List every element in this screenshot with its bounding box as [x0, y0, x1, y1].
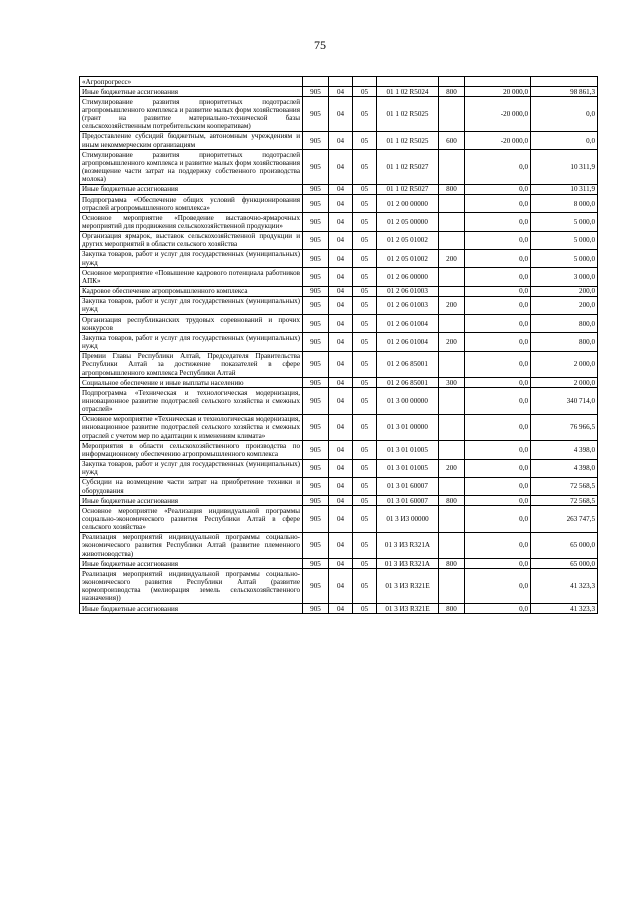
table-row	[80, 150, 598, 185]
row-total-amount: 41 323,3	[531, 569, 598, 604]
row-total-amount: 800,0	[531, 333, 598, 351]
row-change-amount: 20 000,0	[465, 87, 531, 97]
row-grbs-code: 905	[303, 333, 329, 351]
row-expense-type: 200	[439, 459, 465, 477]
row-section-code: 04	[329, 496, 353, 506]
row-target-article: 01 2 05 01002	[377, 231, 439, 249]
row-expense-type	[439, 286, 465, 296]
row-change-amount: -20 000,0	[465, 97, 531, 132]
row-subsection-code: 05	[353, 296, 377, 314]
row-target-article: 01 3 01 60007	[377, 496, 439, 506]
row-change-amount: 0,0	[465, 378, 531, 388]
row-expense-type	[439, 532, 465, 558]
row-expense-type	[439, 150, 465, 185]
row-total-amount: 5 000,0	[531, 213, 598, 231]
row-section-code: 04	[329, 532, 353, 558]
row-total-amount: 10 311,9	[531, 184, 598, 194]
row-subsection-code: 05	[353, 506, 377, 532]
row-total-amount: 5 000,0	[531, 231, 598, 249]
row-name: Стимулирование развития приоритетных подотраслей агропромышленного комплекса и развитие малых форм хозяйствования (грант на развитие материально-технической базы сельскохозяйственным потребительским кооперативам)	[80, 97, 303, 132]
row-subsection-code: 05	[353, 388, 377, 414]
row-subsection-code: 05	[353, 496, 377, 506]
row-grbs-code: 905	[303, 131, 329, 149]
row-grbs-code: 905	[303, 378, 329, 388]
row-subsection-code: 05	[353, 315, 377, 333]
row-target-article: 01 1 02 R5027	[377, 150, 439, 185]
row-expense-type: 200	[439, 333, 465, 351]
row-name: Социальное обеспечение и иные выплаты населению	[80, 378, 303, 388]
table-row	[80, 213, 598, 231]
row-name: Мероприятия в области сельскохозяйственного производства по информационному обеспечению агропромышленного комплекса	[80, 441, 303, 459]
row-section-code: 04	[329, 351, 353, 377]
row-total-amount: 41 323,3	[531, 604, 598, 614]
row-subsection-code: 05	[353, 268, 377, 286]
row-subsection-code: 05	[353, 569, 377, 604]
row-expense-type: 300	[439, 378, 465, 388]
table-body	[80, 77, 598, 614]
row-target-article: 01 3 00 00000	[377, 388, 439, 414]
table-row	[80, 414, 598, 440]
row-total-amount: 8 000,0	[531, 195, 598, 213]
row-target-article: 01 3 И3 R321Е	[377, 604, 439, 614]
row-grbs-code: 905	[303, 604, 329, 614]
table-row	[80, 315, 598, 333]
row-total-amount: 65 000,0	[531, 532, 598, 558]
row-total-amount: 98 861,3	[531, 87, 598, 97]
row-subsection-code: 05	[353, 414, 377, 440]
row-grbs-code: 905	[303, 477, 329, 495]
row-expense-type	[439, 414, 465, 440]
row-expense-type: 800	[439, 496, 465, 506]
row-grbs-code: 905	[303, 559, 329, 569]
row-section-code: 04	[329, 441, 353, 459]
row-total-amount: 2 000,0	[531, 378, 598, 388]
row-name: Иные бюджетные ассигнования	[80, 604, 303, 614]
row-grbs-code: 905	[303, 351, 329, 377]
row-subsection-code: 05	[353, 441, 377, 459]
row-grbs-code: 905	[303, 506, 329, 532]
row-change-amount: 0,0	[465, 249, 531, 267]
row-name: Реализация мероприятий индивидуальной программы социально-экономического развития Республики Алтай (развитие племенного животноводства)	[80, 532, 303, 558]
row-target-article: 01 2 06 01004	[377, 315, 439, 333]
row-section-code: 04	[329, 459, 353, 477]
row-subsection-code: 05	[353, 184, 377, 194]
row-total-amount: 2 000,0	[531, 351, 598, 377]
row-expense-type	[439, 268, 465, 286]
row-grbs-code: 905	[303, 213, 329, 231]
table-row	[80, 378, 598, 388]
row-expense-type	[439, 315, 465, 333]
row-expense-type: 800	[439, 87, 465, 97]
row-grbs-code: 905	[303, 268, 329, 286]
row-total-amount: 0,0	[531, 131, 598, 149]
row-section-code: 04	[329, 97, 353, 132]
row-section-code: 04	[329, 184, 353, 194]
row-change-amount: 0,0	[465, 231, 531, 249]
row-change-amount: 0,0	[465, 441, 531, 459]
row-name: Основное мероприятие «Повышение кадрового потенциала работников АПК»	[80, 268, 303, 286]
row-expense-type: 800	[439, 184, 465, 194]
row-grbs-code: 905	[303, 388, 329, 414]
row-change-amount: 0,0	[465, 414, 531, 440]
row-target-article: 01 2 00 00000	[377, 195, 439, 213]
row-change-amount: 0,0	[465, 268, 531, 286]
row-grbs-code: 905	[303, 569, 329, 604]
row-change-amount: 0,0	[465, 388, 531, 414]
row-subsection-code: 05	[353, 213, 377, 231]
row-name: Кадровое обеспечение агропромышленного комплекса	[80, 286, 303, 296]
row-name: Иные бюджетные ассигнования	[80, 184, 303, 194]
row-grbs-code: 905	[303, 296, 329, 314]
row-total-amount: 65 000,0	[531, 559, 598, 569]
row-total-amount: 0,0	[531, 97, 598, 132]
row-section-code: 04	[329, 604, 353, 614]
row-expense-type: 200	[439, 296, 465, 314]
row-subsection-code: 05	[353, 286, 377, 296]
row-name: Основное мероприятие «Техническая и технологическая модернизация, инновационное развитие подотраслей сельского хозяйства и смежных отраслей с учетом мер по адаптации к изменениям климата»	[80, 414, 303, 440]
row-subsection-code: 05	[353, 351, 377, 377]
row-name: Субсидии на возмещение части затрат на приобретение техники и оборудования	[80, 477, 303, 495]
row-grbs-code: 905	[303, 414, 329, 440]
row-section-code: 04	[329, 268, 353, 286]
row-target-article: 01 2 06 01003	[377, 296, 439, 314]
row-change-amount: 0,0	[465, 477, 531, 495]
row-change-amount: 0,0	[465, 459, 531, 477]
row-name: Подпрограмма «Обеспечение общих условий функционирования отраслей агропромышленного комплекса»	[80, 195, 303, 213]
row-change-amount: 0,0	[465, 506, 531, 532]
row-target-article: 01 2 05 01002	[377, 249, 439, 267]
row-target-article: 01 2 06 85001	[377, 378, 439, 388]
row-grbs-code: 905	[303, 97, 329, 132]
row-target-article: 01 3 И3 00000	[377, 506, 439, 532]
row-expense-type	[439, 477, 465, 495]
row-change-amount: 0,0	[465, 286, 531, 296]
row-expense-type	[439, 97, 465, 132]
table-row	[80, 388, 598, 414]
row-expense-type	[439, 351, 465, 377]
row-target-article: 01 3 И3 R321А	[377, 559, 439, 569]
row-target-article: 01 1 02 R5025	[377, 97, 439, 132]
row-grbs-code: 905	[303, 150, 329, 185]
row-name: Закупка товаров, работ и услуг для государственных (муниципальных) нужд	[80, 333, 303, 351]
row-name: Реализация мероприятий индивидуальной программы социально-экономического развития Республики Алтай (развитие кормопроизводства (мелиорация земель сельскохозяйственного назначения))	[80, 569, 303, 604]
row-section-code	[329, 77, 353, 87]
budget-table	[79, 76, 598, 614]
page-number: 75	[314, 38, 326, 52]
table-row	[80, 532, 598, 558]
row-change-amount: -20 000,0	[465, 131, 531, 149]
row-section-code: 04	[329, 249, 353, 267]
row-name: Подпрограмма «Техническая и технологическая модернизация, инновационное развитие подотраслей сельского хозяйства и смежных отраслей»	[80, 388, 303, 414]
table-row	[80, 506, 598, 532]
row-total-amount: 76 966,5	[531, 414, 598, 440]
row-target-article: 01 2 05 00000	[377, 213, 439, 231]
row-expense-type: 800	[439, 559, 465, 569]
row-expense-type	[439, 506, 465, 532]
row-target-article: 01 1 02 R5025	[377, 131, 439, 149]
row-section-code: 04	[329, 195, 353, 213]
row-section-code: 04	[329, 286, 353, 296]
row-change-amount: 0,0	[465, 559, 531, 569]
row-section-code: 04	[329, 559, 353, 569]
table-row	[80, 184, 598, 194]
table-row	[80, 231, 598, 249]
row-name: «Агропрогресс»	[80, 77, 303, 87]
row-name: Закупка товаров, работ и услуг для государственных (муниципальных) нужд	[80, 459, 303, 477]
table-row	[80, 604, 598, 614]
table-row	[80, 249, 598, 267]
row-section-code: 04	[329, 296, 353, 314]
row-change-amount: 0,0	[465, 213, 531, 231]
row-section-code: 04	[329, 414, 353, 440]
row-total-amount: 72 568,5	[531, 496, 598, 506]
row-target-article: 01 2 06 00000	[377, 268, 439, 286]
row-subsection-code: 05	[353, 97, 377, 132]
row-subsection-code: 05	[353, 195, 377, 213]
row-name: Основное мероприятие «Реализация индивидуальной программы социально-экономического развития Республики Алтай в сфере сельского хозяйства»	[80, 506, 303, 532]
row-change-amount: 0,0	[465, 496, 531, 506]
row-name: Закупка товаров, работ и услуг для государственных (муниципальных) нужд	[80, 296, 303, 314]
row-change-amount: 0,0	[465, 351, 531, 377]
row-target-article: 01 3 И3 R321Е	[377, 569, 439, 604]
row-section-code: 04	[329, 333, 353, 351]
table-row	[80, 131, 598, 149]
row-target-article: 01 3 01 01005	[377, 459, 439, 477]
row-name: Иные бюджетные ассигнования	[80, 559, 303, 569]
row-subsection-code: 05	[353, 249, 377, 267]
row-grbs-code: 905	[303, 249, 329, 267]
row-section-code: 04	[329, 569, 353, 604]
row-expense-type: 800	[439, 604, 465, 614]
row-name: Иные бюджетные ассигнования	[80, 496, 303, 506]
row-expense-type: 600	[439, 131, 465, 149]
row-grbs-code: 905	[303, 496, 329, 506]
row-target-article: 01 3 01 00000	[377, 414, 439, 440]
row-expense-type: 200	[439, 249, 465, 267]
row-target-article: 01 2 06 01004	[377, 333, 439, 351]
table-row	[80, 569, 598, 604]
row-total-amount: 800,0	[531, 315, 598, 333]
row-subsection-code: 05	[353, 459, 377, 477]
row-total-amount: 4 398,0	[531, 459, 598, 477]
row-total-amount: 200,0	[531, 296, 598, 314]
row-section-code: 04	[329, 378, 353, 388]
row-section-code: 04	[329, 131, 353, 149]
table-row	[80, 496, 598, 506]
row-target-article: 01 1 02 R5027	[377, 184, 439, 194]
row-name: Предоставление субсидий бюджетным, автономным учреждениям и иным некоммерческим организациям	[80, 131, 303, 149]
row-section-code: 04	[329, 388, 353, 414]
row-expense-type	[439, 388, 465, 414]
row-target-article: 01 3 01 60007	[377, 477, 439, 495]
row-grbs-code: 905	[303, 459, 329, 477]
row-subsection-code: 05	[353, 378, 377, 388]
row-change-amount: 0,0	[465, 296, 531, 314]
row-name: Основное мероприятие «Проведение выставочно-ярмарочных мероприятий для продвижения сельскохозяйственной продукции»	[80, 213, 303, 231]
row-grbs-code: 905	[303, 231, 329, 249]
row-expense-type	[439, 441, 465, 459]
row-grbs-code: 905	[303, 87, 329, 97]
row-grbs-code: 905	[303, 195, 329, 213]
row-grbs-code: 905	[303, 441, 329, 459]
row-section-code: 04	[329, 231, 353, 249]
row-subsection-code: 05	[353, 150, 377, 185]
row-total-amount: 5 000,0	[531, 249, 598, 267]
row-target-article: 01 3 01 01005	[377, 441, 439, 459]
row-name: Организация ярмарок, выставок сельскохозяйственной продукции и других мероприятий в области сельского хозяйства	[80, 231, 303, 249]
row-change-amount: 0,0	[465, 333, 531, 351]
row-target-article: 01 2 06 85001	[377, 351, 439, 377]
row-change-amount: 0,0	[465, 315, 531, 333]
row-expense-type	[439, 195, 465, 213]
row-expense-type	[439, 77, 465, 87]
row-grbs-code	[303, 77, 329, 87]
row-total-amount: 263 747,5	[531, 506, 598, 532]
table-row	[80, 87, 598, 97]
row-total-amount: 4 398,0	[531, 441, 598, 459]
row-target-article: 01 2 06 01003	[377, 286, 439, 296]
row-subsection-code: 05	[353, 333, 377, 351]
row-change-amount: 0,0	[465, 604, 531, 614]
row-change-amount: 0,0	[465, 195, 531, 213]
row-total-amount: 200,0	[531, 286, 598, 296]
row-subsection-code: 05	[353, 604, 377, 614]
row-grbs-code: 905	[303, 315, 329, 333]
row-section-code: 04	[329, 315, 353, 333]
row-expense-type	[439, 231, 465, 249]
row-section-code: 04	[329, 87, 353, 97]
table-row	[80, 268, 598, 286]
table-row	[80, 477, 598, 495]
row-subsection-code	[353, 77, 377, 87]
row-subsection-code: 05	[353, 131, 377, 149]
row-name: Премии Главы Республики Алтай, Председателя Правительства Республики Алтай за достижение показателей в сфере агропромышленного комплекса Республики Алтай	[80, 351, 303, 377]
row-target-article	[377, 77, 439, 87]
table-row	[80, 296, 598, 314]
row-subsection-code: 05	[353, 532, 377, 558]
table-row	[80, 459, 598, 477]
row-name: Иные бюджетные ассигнования	[80, 87, 303, 97]
row-grbs-code: 905	[303, 286, 329, 296]
table-row	[80, 441, 598, 459]
row-expense-type	[439, 213, 465, 231]
row-subsection-code: 05	[353, 87, 377, 97]
table-row	[80, 77, 598, 87]
row-grbs-code: 905	[303, 184, 329, 194]
row-change-amount: 0,0	[465, 569, 531, 604]
row-change-amount	[465, 77, 531, 87]
table-row	[80, 97, 598, 132]
table-row	[80, 351, 598, 377]
table-row	[80, 286, 598, 296]
row-subsection-code: 05	[353, 559, 377, 569]
row-name: Организация республиканских трудовых соревнований и прочих конкурсов	[80, 315, 303, 333]
row-target-article: 01 1 02 R5024	[377, 87, 439, 97]
row-total-amount: 10 311,9	[531, 150, 598, 185]
row-change-amount: 0,0	[465, 532, 531, 558]
row-name: Закупка товаров, работ и услуг для государственных (муниципальных) нужд	[80, 249, 303, 267]
row-change-amount: 0,0	[465, 184, 531, 194]
row-expense-type	[439, 569, 465, 604]
row-section-code: 04	[329, 477, 353, 495]
row-subsection-code: 05	[353, 231, 377, 249]
row-name: Стимулирование развития приоритетных подотраслей агропромышленного комплекса и развитие малых форм хозяйствования (возмещение части затрат на поддержку собственного производства молока)	[80, 150, 303, 185]
row-section-code: 04	[329, 506, 353, 532]
row-section-code: 04	[329, 213, 353, 231]
row-total-amount: 340 714,0	[531, 388, 598, 414]
row-grbs-code: 905	[303, 532, 329, 558]
row-total-amount	[531, 77, 598, 87]
row-target-article: 01 3 И3 R321А	[377, 532, 439, 558]
table-row	[80, 195, 598, 213]
row-change-amount: 0,0	[465, 150, 531, 185]
row-section-code: 04	[329, 150, 353, 185]
row-total-amount: 3 000,0	[531, 268, 598, 286]
table-row	[80, 333, 598, 351]
table-row	[80, 559, 598, 569]
row-total-amount: 72 568,5	[531, 477, 598, 495]
row-subsection-code: 05	[353, 477, 377, 495]
